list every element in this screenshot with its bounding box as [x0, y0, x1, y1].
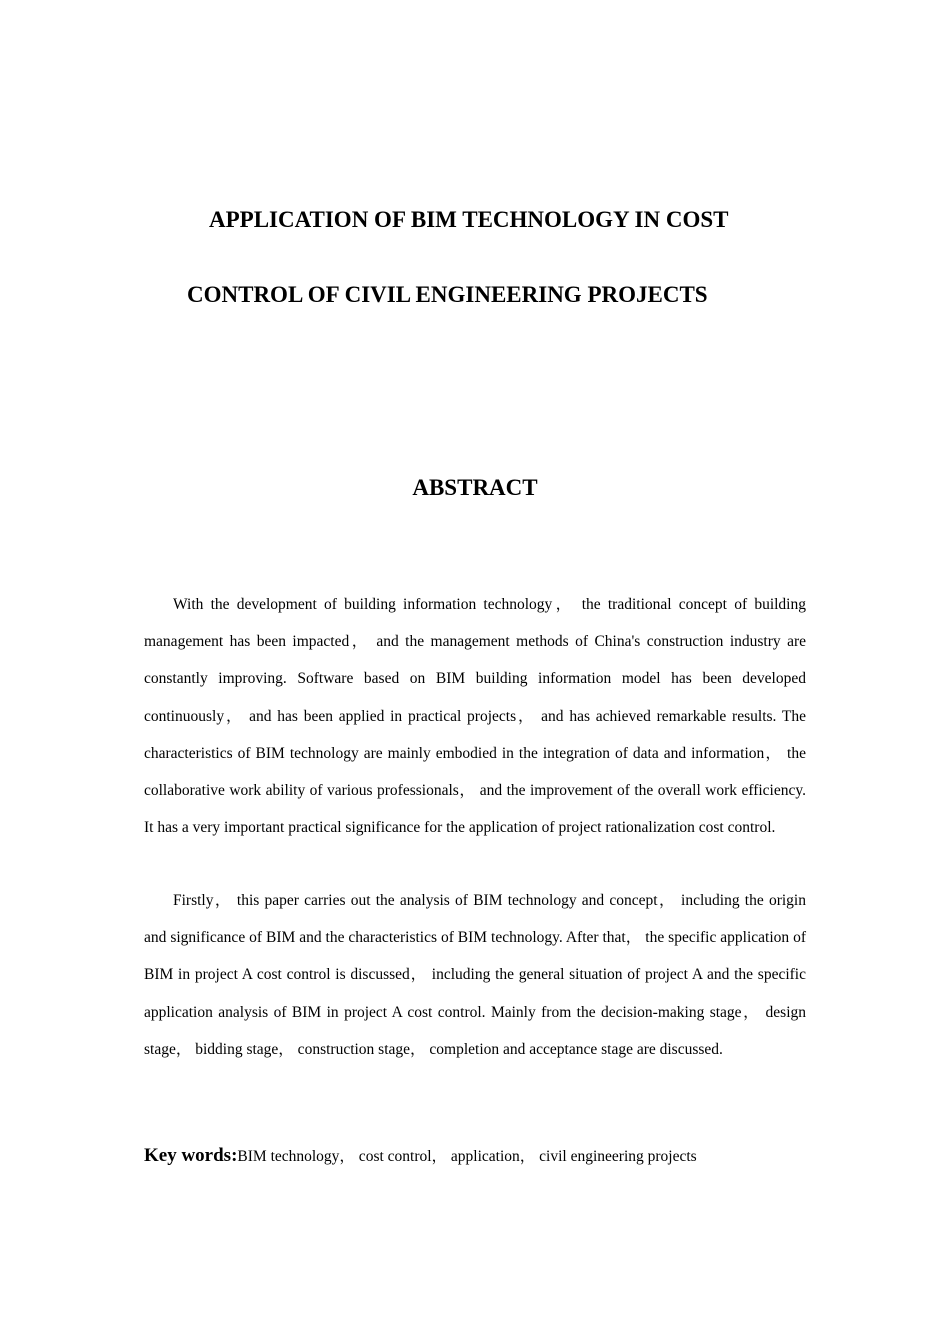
title-line-2: CONTROL OF CIVIL ENGINEERING PROJECTS: [187, 282, 708, 307]
abstract-paragraph-2: Firstly， this paper carries out the analysis of BIM technology and concept， including the origin and significance of BIM and the characteristics of BIM technology. After that， the specific application of BIM in project A cost control is discussed， including the general situation of project A and the specific application analysis of BIM in project A cost control. Mainly from the decision-making stage， design stage， bidding stage， construction stage， completion and acceptance stage are discussed.: [144, 892, 806, 1058]
keywords-line: [144, 1141, 806, 1172]
abstract-paragraph-1: With the development of building information technology， the traditional concept of building management has been impacted， and the management methods of China's construction industry are constantly improving. Software based on BIM building information model has been developed continuously， and has been applied in practical projects， and has achieved remarkable results. The characteristics of BIM technology are mainly embodied in the integration of data and information， the collaborative work ability of various professionals， and the improvement of the overall work efficiency. It has a very important practical significance for the application of project rationalization cost control.: [144, 596, 806, 837]
title-line-1: APPLICATION OF BIM TECHNOLOGY IN COST: [209, 207, 729, 232]
abstract-heading: ABSTRACT: [412, 475, 538, 500]
keywords-label: Key words:: [144, 1145, 238, 1166]
keywords-text: BIM technology， cost control， application， civil engineering projects: [237, 1148, 697, 1165]
